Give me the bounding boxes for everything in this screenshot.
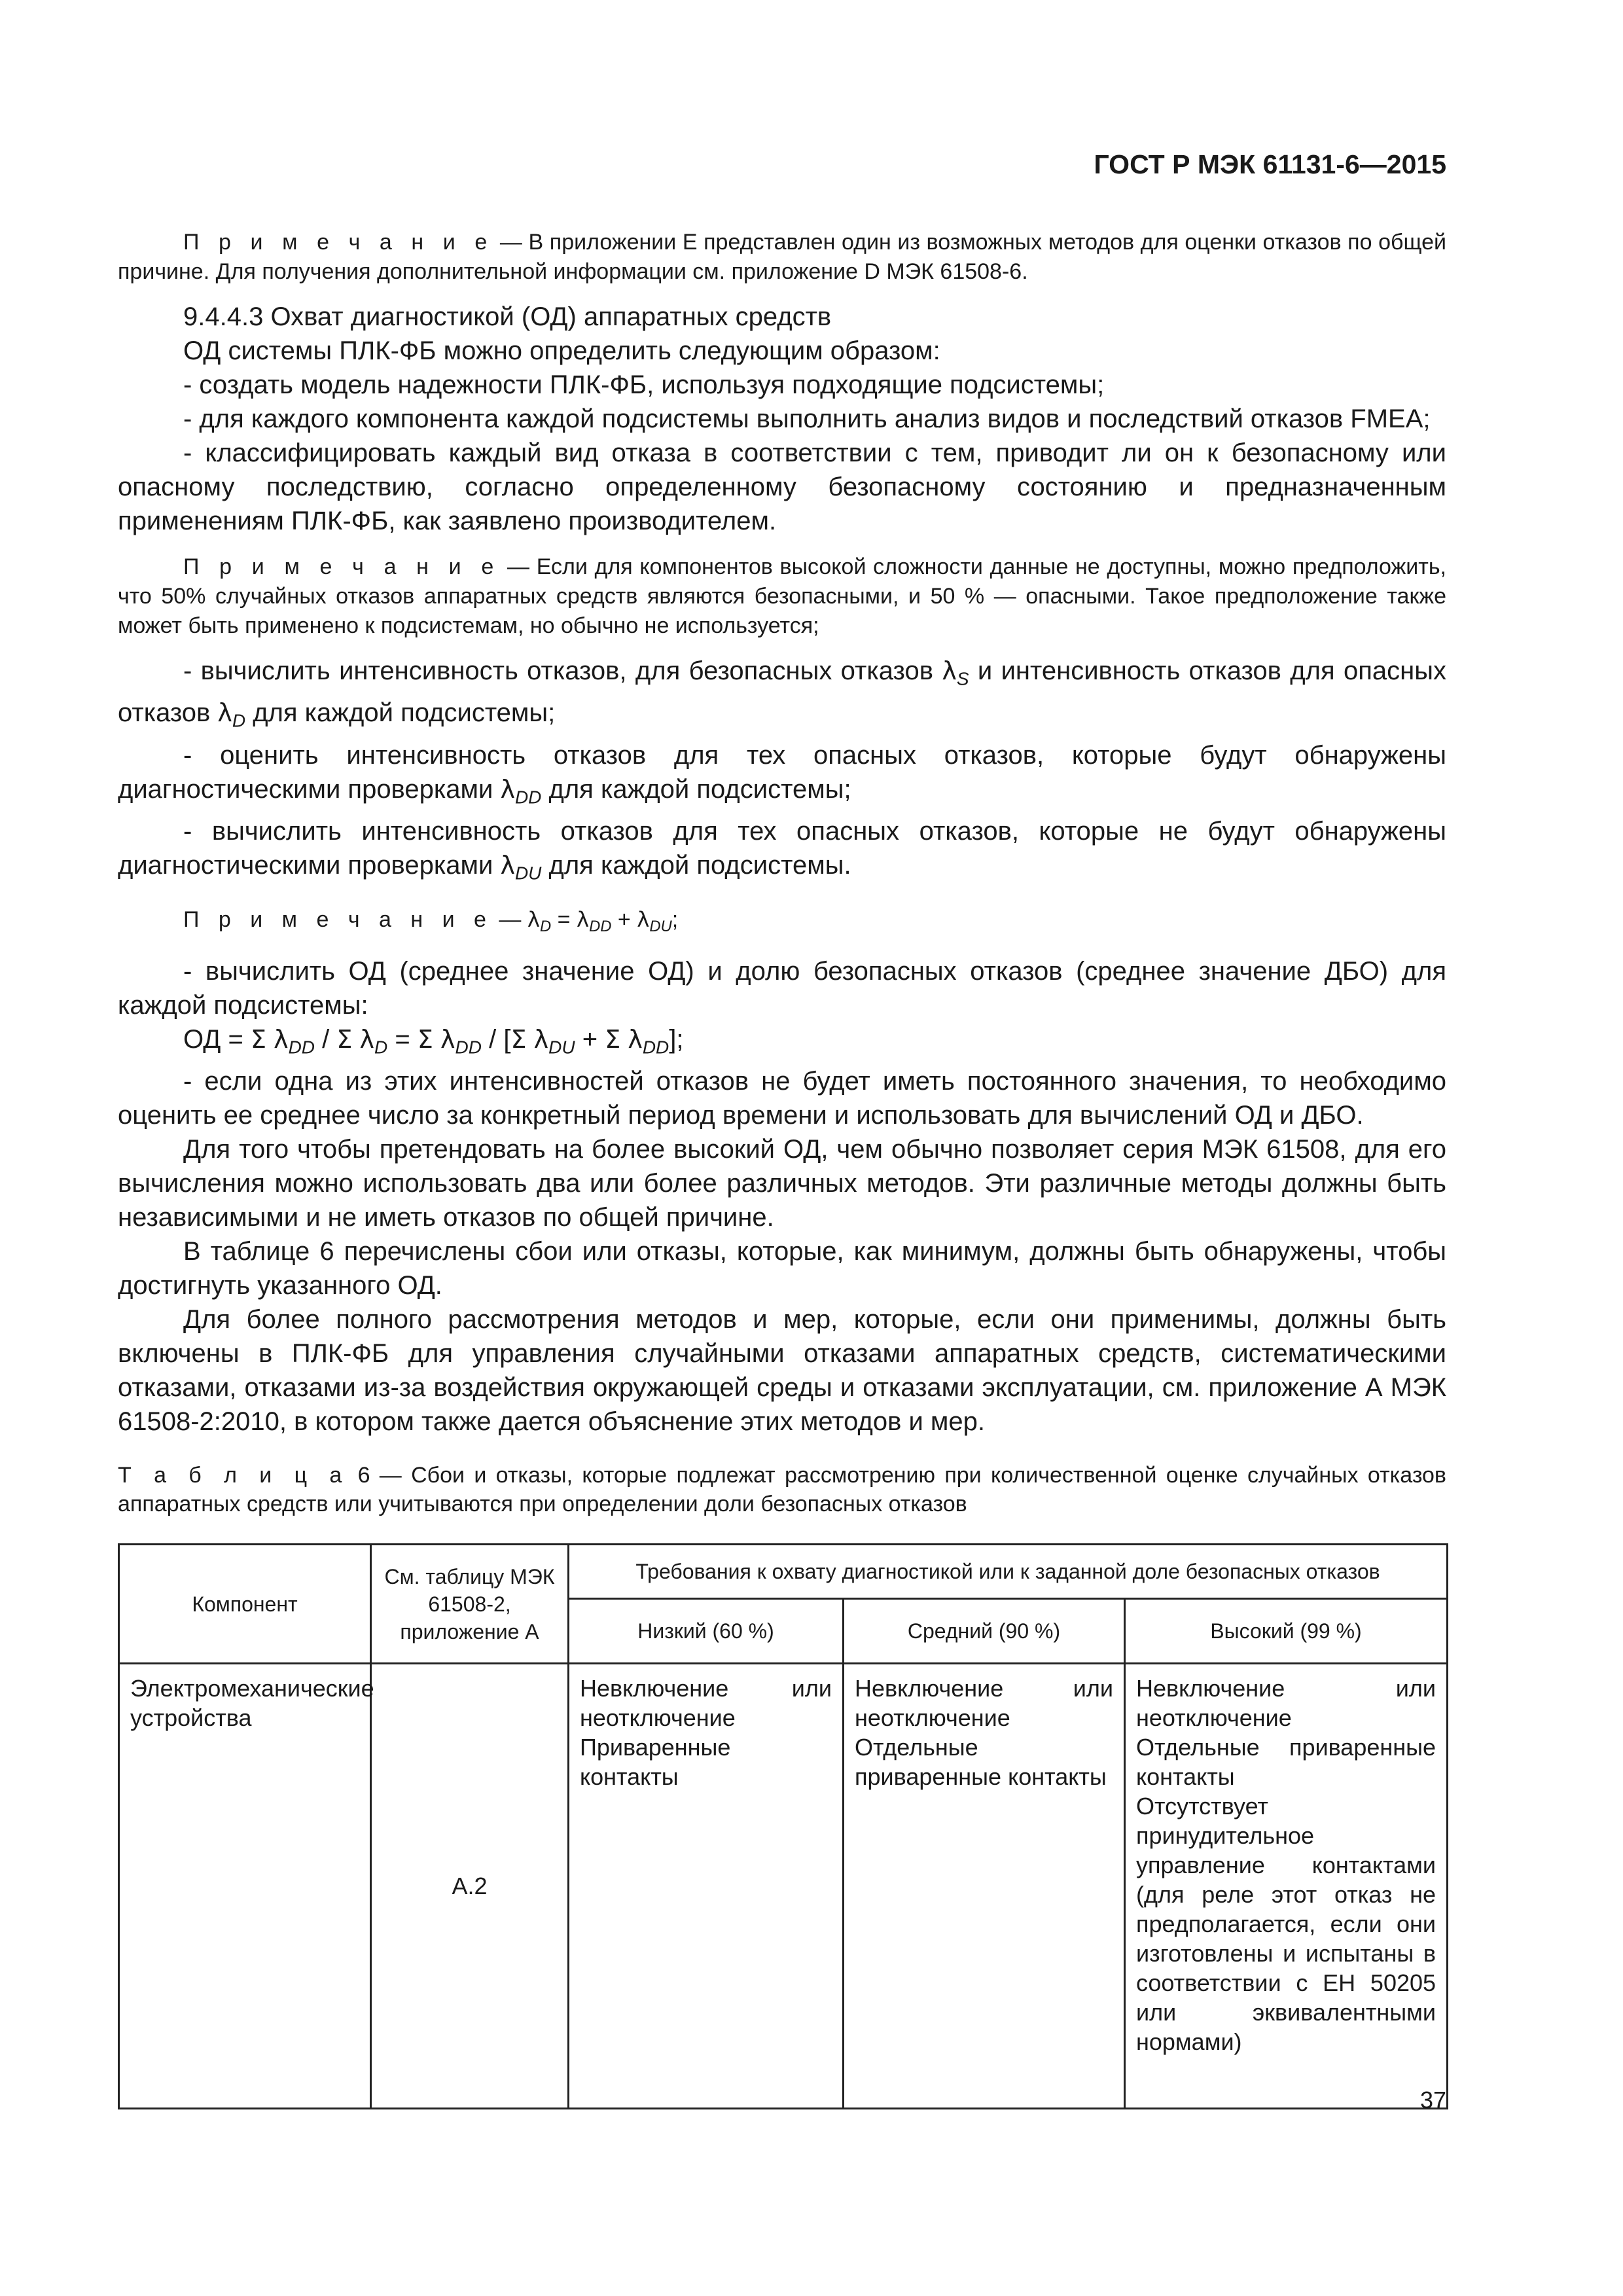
cell-component: Электромеханические устройства bbox=[119, 1664, 371, 2109]
note-text: — Если для компонентов высокой сложности данные не доступны, можно предположить, что 50% случайных отказов аппаратных средств являются безопасными, и 50 % — опасными. Такое предположение также может быть применено к подсистемам, но обычно не используется; bbox=[118, 554, 1446, 638]
faults-table bbox=[118, 1543, 1448, 2109]
section-body bbox=[118, 300, 1446, 538]
note-1 bbox=[118, 228, 1446, 287]
page-content bbox=[118, 228, 1446, 2109]
header-component: Компонент bbox=[119, 1545, 371, 1664]
table-caption-label: Т а б л и ц а bbox=[118, 1463, 349, 1488]
section-intro: ОД системы ПЛК-ФБ можно определить следующим образом: bbox=[183, 336, 940, 365]
cell-medium: Невключение или неотключение Отдельные приваренные контакты bbox=[844, 1664, 1125, 2109]
section-heading: 9.4.4.3 Охват диагностикой (ОД) аппаратных средств bbox=[183, 302, 832, 331]
formula: ОД = Σ $\lambda_{DD}$ / Σ $\lambda_D = \Sigma$ $\lambda_{DD} / [\Sigma$ $\lambda_{DU} + \Sigma$ $\lambda_{DD}$]; bbox=[183, 1024, 684, 1058]
note-3: П р и м е ч а н и е — $\lambda_D = \lambda_{DD} + \lambda_{DU}$; bbox=[183, 906, 679, 935]
header-low: Низкий (60 %) bbox=[569, 1599, 844, 1664]
note-label: П р и м е ч а н и е bbox=[183, 906, 493, 932]
document-header: ГОСТ Р МЭК 61131-6—2015 bbox=[1094, 149, 1446, 179]
table-caption-text: 6 — Сбои и отказы, которые подлежат рассмотрению при количественной оценке случайных отказов аппаратных средств или учитываются при определении доли безопасных отказов bbox=[118, 1463, 1446, 1517]
cell-ref: А.2 bbox=[371, 1664, 569, 2109]
note-label: П р и м е ч а н и е bbox=[183, 230, 494, 255]
note-2 bbox=[118, 552, 1446, 641]
page-number: 37 bbox=[1419, 2087, 1446, 2113]
paragraph-1: Для того чтобы претендовать на более высокий ОД, чем обычно позволяет серия МЭК 61508, для его вычисления можно использовать два или более различных методов. Эти различные методы должны быть независимыми и не иметь отказов по общей причине. bbox=[118, 1135, 1446, 1232]
note-text: — В приложении Е представлен один из возможных методов для оценки отказов по общей причине. Для получения дополнительной информации см. приложение D МЭК 61508-6. bbox=[118, 230, 1446, 284]
steps-body bbox=[118, 654, 1446, 891]
cell-low: Невключение или неотключение Приваренные контакты bbox=[569, 1664, 844, 2109]
table-caption bbox=[118, 1461, 1446, 1518]
paragraph-3: Для более полного рассмотрения методов и мер, которые, если они применимы, должны быть включены в ПЛК-ФБ для управления случайными отказами аппаратных средств, систематическими отказами, отказами из-за воздействия окружающей среды и отказами эксплуатации, см. приложение А МЭК 61508-2:2010, в котором также дается объяснение этих методов и мер. bbox=[118, 1305, 1446, 1437]
paragraph-2: В таблице 6 перечислены сбои или отказы, которые, как минимум, должны быть обнаружены, чтобы достигнуть указанного ОД. bbox=[118, 1237, 1446, 1300]
header-high: Высокий (99 %) bbox=[1125, 1599, 1448, 1664]
calc-body bbox=[118, 954, 1446, 1439]
header-requirements: Требования к охвату диагностикой или к заданной доле безопасных отказов bbox=[569, 1545, 1448, 1599]
cell-high: Невключение или неотключение Отдельные приваренные контакты Отсутствует принудительное управление контактами (для реле этот отказ не предполагается, если они изготовлены и испытаны в соответствии с ЕН 50205 или эквивалентными нормами) bbox=[1125, 1664, 1448, 2109]
step-3: - классифицировать каждый вид отказа в соответствии с тем, приводит ли он к безопасному или опасному последствию, согласно определенному безопасному состоянию и предназначенным применениям ПЛК-ФБ, как заявлено производителем. bbox=[118, 439, 1446, 535]
step-lambda-du: - вычислить интенсивность отказов для тех опасных отказов, которые не будут обнаружены диагностическими проверками $\lambda_{DU}$ для каждой подсистемы. bbox=[118, 817, 1446, 884]
calc-intro: - вычислить ОД (среднее значение ОД) и долю безопасных отказов (среднее значение ДБО) для каждой подсистемы: bbox=[118, 956, 1446, 1020]
table-header-row bbox=[119, 1545, 1448, 1599]
note-label: П р и м е ч а н и е bbox=[183, 554, 501, 579]
step-1: - создать модель надежности ПЛК-ФБ, используя подходящие подсистемы; bbox=[183, 370, 1105, 399]
step-lambda-dd: - оценить интенсивность отказов для тех опасных отказов, которые будут обнаружены диагностическими проверками $\lambda_{DD}$ для каждой подсистемы; bbox=[118, 740, 1446, 808]
step-2: - для каждого компонента каждой подсистемы выполнить анализ видов и последствий отказов FMEA; bbox=[183, 404, 1431, 433]
header-ref: См. таблицу МЭК 61508-2, приложение А bbox=[371, 1545, 569, 1664]
step-lambda-safe: - вычислить интенсивность отказов, для безопасных отказов $\lambda_S$ и интенсивность отказов для опасных отказов $\lambda_D$ для каждой подсистемы; bbox=[118, 656, 1446, 731]
calc-variance: - если одна из этих интенсивностей отказов не будет иметь постоянного значения, то необходимо оценить ее среднее число за конкретный период времени и использовать для вычислений ОД и ДБО. bbox=[118, 1067, 1446, 1130]
header-medium: Средний (90 %) bbox=[844, 1599, 1125, 1664]
table-row bbox=[119, 1664, 1448, 2109]
